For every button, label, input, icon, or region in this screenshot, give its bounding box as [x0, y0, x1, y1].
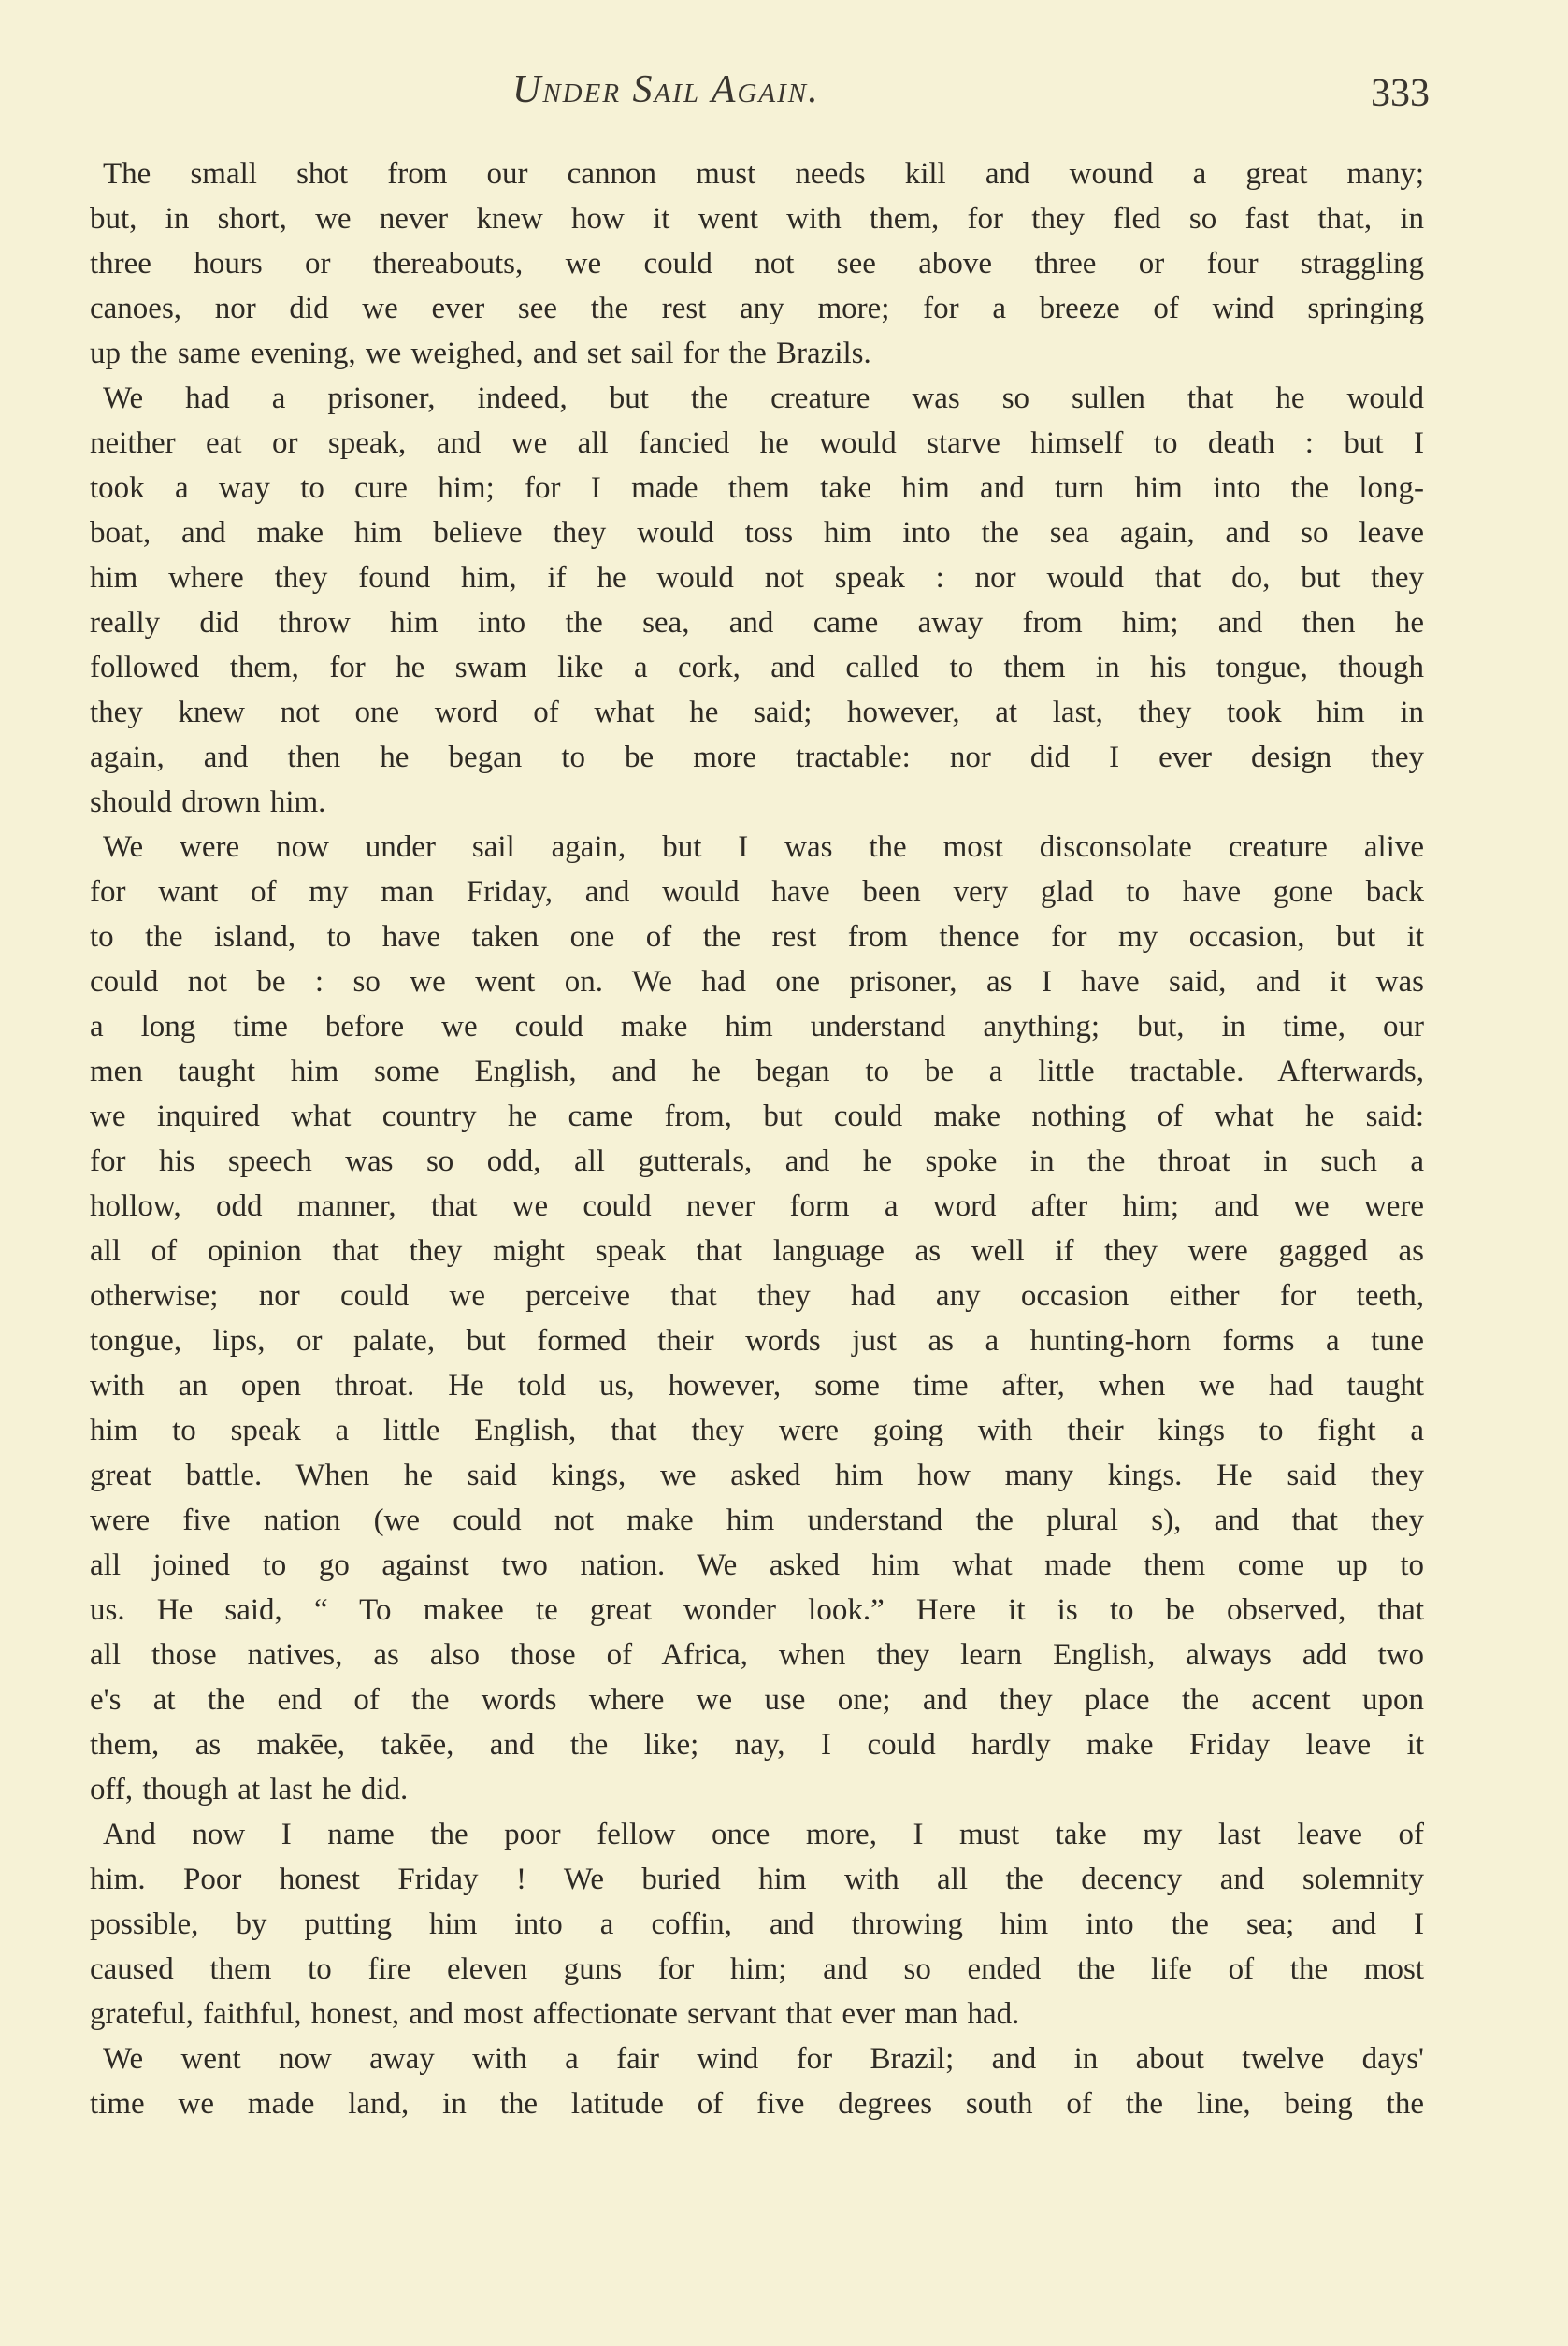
text-line: time we made land, in the latitude of five degrees south of the line, being the: [90, 2087, 1424, 2121]
text-line: us. He said, “ To makee te great wonder look.” Here it is to be observed, that: [90, 1593, 1424, 1627]
text-line: took a way to cure him; for I made them take him and turn him into the long-: [90, 471, 1424, 505]
text-line: The small shot from our cannon must needs kill and wound a great many;: [103, 157, 1424, 191]
text-line: e's at the end of the words where we use one; and they place the accent upon: [90, 1683, 1424, 1717]
text-line: with an open throat. He told us, however, some time after, when we had taught: [90, 1369, 1424, 1403]
text-line: were five nation (we could not make him understand the plural s), and that they: [90, 1504, 1424, 1537]
text-line: for his speech was so odd, all gutterals, and he spoke in the throat in such a: [90, 1144, 1424, 1178]
running-title: Under Sail Again.: [512, 68, 820, 111]
text-line: him. Poor honest Friday ! We buried him with all the decency and solemnity: [90, 1863, 1424, 1896]
text-line: all of opinion that they might speak that language as well if they were gagged as: [90, 1234, 1424, 1268]
paragraph: [90, 825, 1424, 1812]
text-line: We had a prisoner, indeed, but the creature was so sullen that he would: [103, 381, 1424, 415]
body-text: [90, 151, 1424, 2126]
text-line: should drown him.: [90, 785, 326, 819]
text-line: could not be : so we went on. We had one prisoner, as I have said, and it was: [90, 965, 1424, 999]
text-line: really did throw him into the sea, and came away from him; and then he: [90, 606, 1424, 640]
text-line: for want of my man Friday, and would have been very glad to have gone back: [90, 875, 1424, 909]
text-line: him to speak a little English, that they were going with their kings to fight a: [90, 1414, 1424, 1447]
text-line: again, and then he began to be more tractable: nor did I ever design they: [90, 741, 1424, 774]
text-line: all joined to go against two nation. We asked him what made them come up to: [90, 1548, 1424, 1582]
text-line: they knew not one word of what he said; however, at last, they took him in: [90, 696, 1424, 729]
text-line: And now I name the poor fellow once more, I must take my last leave of: [103, 1818, 1424, 1851]
paragraph: [90, 376, 1424, 825]
text-line: up the same evening, we weighed, and set sail for the Brazils.: [90, 337, 871, 370]
text-line: to the island, to have taken one of the rest from thence for my occasion, but it: [90, 920, 1424, 954]
text-line: otherwise; nor could we perceive that they had any occasion either for teeth,: [90, 1279, 1424, 1313]
text-line: a long time before we could make him understand anything; but, in time, our: [90, 1010, 1424, 1043]
page-number: 333: [1371, 72, 1430, 115]
text-line: off, though at last he did.: [90, 1773, 409, 1806]
text-line: We went now away with a fair wind for Brazil; and in about twelve days': [103, 2042, 1424, 2076]
text-line: great battle. When he said kings, we asked him how many kings. He said they: [90, 1459, 1424, 1492]
text-line: neither eat or speak, and we all fancied he would starve himself to death : but I: [90, 426, 1424, 460]
text-line: men taught him some English, and he began to be a little tractable. Afterwards,: [90, 1055, 1424, 1088]
text-line: all those natives, as also those of Africa, when they learn English, always add two: [90, 1638, 1424, 1672]
text-line: hollow, odd manner, that we could never form a word after him; and we were: [90, 1189, 1424, 1223]
text-line: boat, and make him believe they would toss him into the sea again, and so leave: [90, 516, 1424, 550]
text-line: canoes, nor did we ever see the rest any more; for a breeze of wind springing: [90, 292, 1424, 325]
text-line: him where they found him, if he would not speak : nor would that do, but they: [90, 561, 1424, 595]
paragraph: [90, 1812, 1424, 2037]
text-line: them, as makēe, takēe, and the like; nay, I could hardly make Friday leave it: [90, 1728, 1424, 1762]
text-line: caused them to fire eleven guns for him; and so ended the life of the most: [90, 1952, 1424, 1986]
paragraph: [90, 2037, 1424, 2126]
text-line: grateful, faithful, honest, and most affectionate servant that ever man had.: [90, 1997, 1020, 2031]
text-line: possible, by putting him into a coffin, and throwing him into the sea; and I: [90, 1907, 1424, 1941]
text-line: followed them, for he swam like a cork, and called to them in his tongue, though: [90, 651, 1424, 684]
text-line: We were now under sail again, but I was the most disconsolate creature alive: [103, 830, 1424, 864]
text-line: three hours or thereabouts, we could not see above three or four straggling: [90, 247, 1424, 281]
paragraph: [90, 151, 1424, 376]
text-line: we inquired what country he came from, but could make nothing of what he said:: [90, 1100, 1424, 1133]
text-line: tongue, lips, or palate, but formed their words just as a hunting-horn forms a tune: [90, 1324, 1424, 1358]
text-line: but, in short, we never knew how it went with them, for they fled so fast that, in: [90, 202, 1424, 236]
